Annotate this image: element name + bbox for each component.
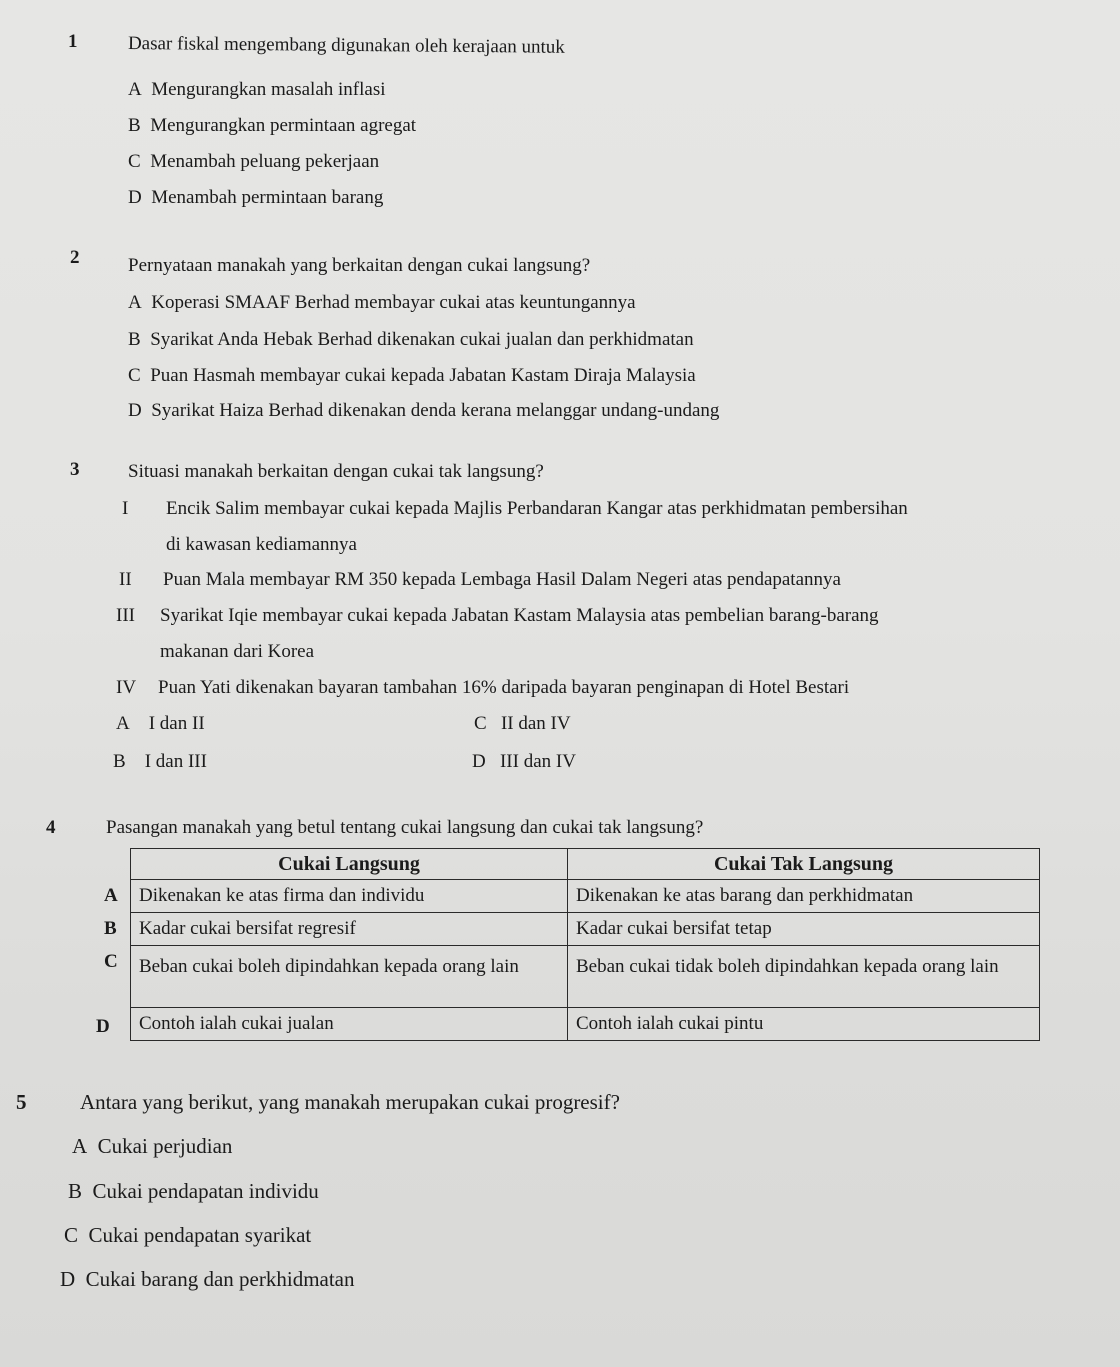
question-number: 3 bbox=[70, 459, 80, 480]
option-d[interactable] bbox=[128, 401, 719, 420]
option-c[interactable] bbox=[128, 366, 696, 385]
comparison-table bbox=[130, 848, 1040, 1041]
option-d[interactable] bbox=[60, 1269, 355, 1290]
option-text: Koperasi SMAAF Berhad membayar cukai atas keuntungannya bbox=[151, 292, 636, 313]
option-letter: D bbox=[128, 187, 142, 208]
option-text: Cukai pendapatan syarikat bbox=[88, 1223, 312, 1247]
option-letter: C bbox=[128, 151, 141, 172]
option-d[interactable] bbox=[472, 752, 576, 771]
option-letter: D bbox=[60, 1267, 76, 1291]
option-letter: A bbox=[128, 292, 142, 313]
option-letter: C bbox=[64, 1223, 79, 1247]
row-letter[interactable]: B bbox=[104, 918, 117, 939]
option-letter: D bbox=[128, 400, 142, 421]
table-header-row bbox=[131, 849, 1040, 880]
row-letter[interactable]: A bbox=[104, 885, 118, 906]
row-letter[interactable]: D bbox=[96, 1016, 110, 1037]
cell-direct: Kadar cukai bersifat regresif bbox=[131, 913, 568, 946]
table-row bbox=[131, 946, 1040, 1008]
option-text: Mengurangkan permintaan agregat bbox=[150, 115, 417, 136]
statement-text: Syarikat Iqie membayar cukai kepada Jabatan Kastam Malaysia atas pembelian barang-barang bbox=[160, 605, 879, 626]
statement-roman: II bbox=[119, 569, 132, 590]
option-b[interactable] bbox=[128, 330, 694, 349]
option-text: Syarikat Anda Hebak Berhad dikenakan cukai jualan dan perkhidmatan bbox=[150, 329, 694, 350]
statement-text-continued: di kawasan kediamannya bbox=[166, 534, 357, 555]
option-b[interactable] bbox=[113, 752, 207, 771]
option-text: III dan IV bbox=[499, 751, 576, 772]
cell-direct: Dikenakan ke atas firma dan individu bbox=[131, 880, 568, 913]
option-letter: D bbox=[472, 751, 486, 772]
statement-text-continued: makanan dari Korea bbox=[160, 641, 315, 662]
question-number: 5 bbox=[16, 1090, 27, 1114]
statement-text: Encik Salim membayar cukai kepada Majlis Perbandaran Kangar atas perkhidmatan pembersihan bbox=[166, 498, 908, 519]
question-number: 2 bbox=[70, 247, 80, 268]
header-indirect-tax: Cukai Tak Langsung bbox=[568, 849, 1040, 880]
statement-roman: IV bbox=[116, 677, 137, 698]
option-text: Cukai perjudian bbox=[97, 1134, 233, 1158]
option-letter: B bbox=[128, 329, 141, 350]
option-c[interactable] bbox=[64, 1225, 311, 1246]
option-text: Menambah peluang pekerjaan bbox=[150, 151, 380, 172]
table-row bbox=[131, 913, 1040, 946]
option-a[interactable] bbox=[128, 80, 386, 99]
question-number: 4 bbox=[46, 817, 56, 838]
option-letter: C bbox=[128, 365, 141, 386]
option-text: Mengurangkan masalah inflasi bbox=[151, 79, 386, 100]
option-a[interactable] bbox=[116, 714, 205, 733]
option-letter: A bbox=[72, 1134, 88, 1158]
question-number: 1 bbox=[68, 31, 78, 52]
option-letter: A bbox=[128, 79, 142, 100]
header-direct-tax: Cukai Langsung bbox=[131, 849, 568, 880]
option-b[interactable] bbox=[128, 116, 416, 135]
cell-indirect: Dikenakan ke atas barang dan perkhidmatan bbox=[568, 880, 1040, 913]
option-text: I dan III bbox=[144, 751, 207, 772]
option-c[interactable] bbox=[474, 714, 571, 733]
table-row bbox=[131, 1008, 1040, 1041]
statement-text: Puan Mala membayar RM 350 kepada Lembaga Hasil Dalam Negeri atas pendapatannya bbox=[163, 569, 841, 590]
option-a[interactable] bbox=[128, 293, 636, 312]
option-text: I dan II bbox=[148, 713, 205, 734]
option-letter: B bbox=[113, 751, 126, 772]
cell-direct: Beban cukai boleh dipindahkan kepada orang lain bbox=[131, 946, 568, 1008]
option-text: II dan IV bbox=[500, 713, 571, 734]
option-letter: B bbox=[68, 1179, 83, 1203]
option-text: Syarikat Haiza Berhad dikenakan denda kerana melanggar undang-undang bbox=[151, 400, 720, 421]
question-stem: Situasi manakah berkaitan dengan cukai tak langsung? bbox=[128, 461, 544, 482]
statement-text: Puan Yati dikenakan bayaran tambahan 16% daripada bayaran penginapan di Hotel Bestari bbox=[158, 677, 850, 698]
question-stem: Antara yang berikut, yang manakah merupakan cukai progresif? bbox=[80, 1090, 620, 1114]
option-c[interactable] bbox=[128, 152, 379, 171]
cell-indirect: Beban cukai tidak boleh dipindahkan kepada orang lain bbox=[568, 946, 1040, 1008]
option-text: Cukai pendapatan individu bbox=[92, 1179, 319, 1203]
option-letter: B bbox=[128, 115, 141, 136]
cell-direct: Contoh ialah cukai jualan bbox=[131, 1008, 568, 1041]
option-text: Puan Hasmah membayar cukai kepada Jabatan Kastam Diraja Malaysia bbox=[150, 365, 696, 386]
option-letter: A bbox=[116, 713, 130, 734]
option-a[interactable] bbox=[72, 1136, 232, 1157]
row-letter[interactable]: C bbox=[104, 951, 118, 972]
question-stem: Dasar fiskal mengembang digunakan oleh kerajaan untuk bbox=[127, 33, 565, 58]
option-d[interactable] bbox=[128, 188, 383, 207]
cell-indirect: Kadar cukai bersifat tetap bbox=[568, 913, 1040, 946]
option-text: Cukai barang dan perkhidmatan bbox=[85, 1267, 355, 1291]
option-b[interactable] bbox=[68, 1181, 319, 1202]
question-stem: Pasangan manakah yang betul tentang cukai langsung dan cukai tak langsung? bbox=[106, 817, 704, 838]
option-letter: C bbox=[474, 713, 487, 734]
cell-indirect: Contoh ialah cukai pintu bbox=[568, 1008, 1040, 1041]
statement-roman: III bbox=[116, 605, 135, 626]
statement-roman: I bbox=[122, 498, 129, 519]
table-row bbox=[131, 880, 1040, 913]
question-stem: Pernyataan manakah yang berkaitan dengan cukai langsung? bbox=[128, 255, 591, 276]
option-text: Menambah permintaan barang bbox=[151, 187, 384, 208]
